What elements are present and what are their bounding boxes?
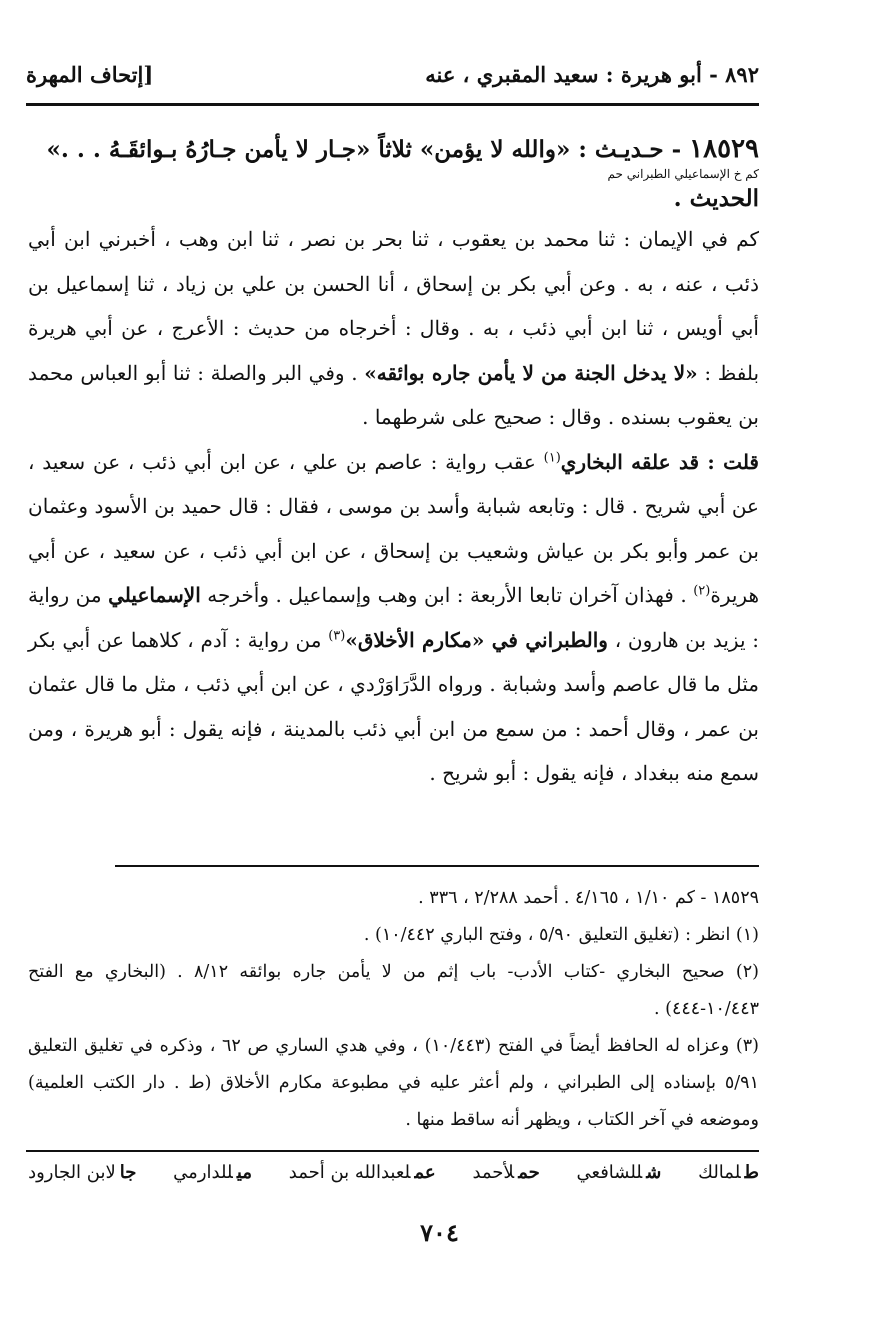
abbreviations-key (28, 1162, 759, 1183)
main-text (28, 128, 759, 796)
paragraph-2-part-a: عقب رواية : عاصم بن علي ، عن ابن أبي ذئب ، عن سعيد ، عن أبي شريح . قال : وتابعه شبابة وأسد بن موسى ، فقال : قال حميد بن الأسود وعثمان بن عمر وأبو بكر بن عياش وشعيب بن إسحاق ، عن ابن أبي ذئب ، عن سعيد ، عن أبي هريرة (28, 449, 760, 607)
abbreviation-item: طلمالك (698, 1162, 759, 1183)
footnote-3: (٣) وعزاه له الحافظ أيضاً في الفتح (١٠/٤٤٣) ، وفي هدي الساري ص ٦٢ ، وذكره في تغليق التعليق ٥/٩١ بإسناده إلى الطبراني ، ولم أعثر عليه في مطبوعة مكارم الأخلاق (ط . دار الكتب العلمية) وموضعه في آخر الكتاب ، ويظهر أنه ساقط منها . (28, 1036, 759, 1130)
header-book-title: [إتحاف المهرة (26, 62, 154, 87)
abbreviation-item: شللشافعي (576, 1162, 662, 1183)
paragraph-1-text: كم في الإيمان : ثنا محمد بن يعقوب ، ثنا بحر بن نصر ، ثنا ابن وهب ، أخبرني ابن أبي ذئب ، عنه ، به . وعن أبي بكر بن إسحاق ، أنا الحسن بن علي بن زياد ، ثنا إسماعيل بن أبي أويس ، ثنا ابن أبي ذئب ، به . وقال : أخرجاه من حديث : الأعرج ، عن أبي هريرة بلفظ : (28, 227, 760, 385)
hadith-heading (28, 128, 759, 171)
paragraph-2-part-b: . فهذان آخران تابعا الأربعة : ابن وهب وإسماعيل . وأخرجه (207, 583, 687, 607)
paragraph-2-lead: قلت : قد علقه البخاري (560, 449, 759, 474)
header-page-and-title: ٨٩٢ - أبو هريرة : سعيد المقبري ، عنه (425, 62, 759, 87)
footnote-ref-3[interactable]: (٣) (328, 627, 346, 643)
page-number: ٧٠٤ (420, 1218, 459, 1247)
footnote-1: (١) انظر : (تغليق التعليق ٥/٩٠ ، وفتح الباري ١٠/٤٤٢) . (363, 925, 759, 945)
footnote-2: (٢) صحيح البخاري -كتاب الأدب- باب إثم من لا يأمن جاره بوائقه ٨/١٢ . (البخاري مع الفتح ١٠/٤٤٣-٤٤٤) . (28, 962, 759, 1019)
hadith-sigla: كم خ الإسماعيلي الطبراني حم (607, 167, 759, 181)
header-rule (26, 103, 759, 106)
abbreviations-rule (26, 1150, 759, 1152)
hadith-number: ١٨٥٢٩ (689, 134, 759, 164)
paragraph-2-part-c: من رواية : يزيد بن هارون ، (28, 583, 760, 652)
paragraph-1-end: . وفي البر والصلة : ثنا أبو العباس محمد بن يعقوب بسنده . وقال : صحيح على شرطهما . (28, 360, 759, 429)
abbreviation-item: جالابن الجارود (28, 1162, 137, 1183)
running-header (26, 62, 759, 96)
abbreviation-item: حملأحمد (472, 1162, 540, 1183)
abbreviation-item: ميللدارمي (173, 1162, 252, 1183)
paragraph-2-bold-tabarani: والطبراني في «مكارم الأخلاق» (345, 627, 608, 652)
abbreviation-item: عملعبدالله بن أحمد (288, 1162, 436, 1183)
footnotes (28, 880, 759, 1139)
paragraph-2-bold-ismaili: الإسماعيلي (108, 583, 201, 607)
footnote-ref-2[interactable]: (٢) (693, 583, 711, 599)
hadith-tail: الحديث . (673, 185, 759, 212)
paragraph-takhrij (28, 217, 759, 440)
footnote-separator (115, 865, 759, 867)
hadith-text: «والله لا يؤمن» ثلاثاً «جـار لا يأمن جـارُهُ بـوائقَـهُ . . .» (46, 136, 571, 163)
footnote-source: ١٨٥٢٩ - كم ١/١٠ ، ٤/١٦٥ . أحمد ٢/٢٨٨ ، ٣٣٦ . (418, 888, 759, 908)
paragraph-qultu (28, 440, 759, 796)
paragraph-2-part-d: من رواية : آدم ، كلاهما عن أبي بكر مثل ما قال عاصم وأسد وشبابة . ورواه الدَّرَاوَرْدي ، عن ابن أبي ذئب ، مثل ما قال عثمان بن عمر ، وقال أحمد : من سمع من ابن أبي ذئب بالمدينة ، فإنه يقول : أبو هريرة ، ومن سمع منه ببغداد ، فإنه يقول : أبو شريح . (28, 627, 759, 785)
footnote-ref-1[interactable]: (١) (543, 449, 561, 465)
hadith-label: - حـديـث : (578, 136, 682, 163)
paragraph-1-quote: «لا يدخل الجنة من لا يأمن جاره بوائقه» (364, 360, 698, 385)
